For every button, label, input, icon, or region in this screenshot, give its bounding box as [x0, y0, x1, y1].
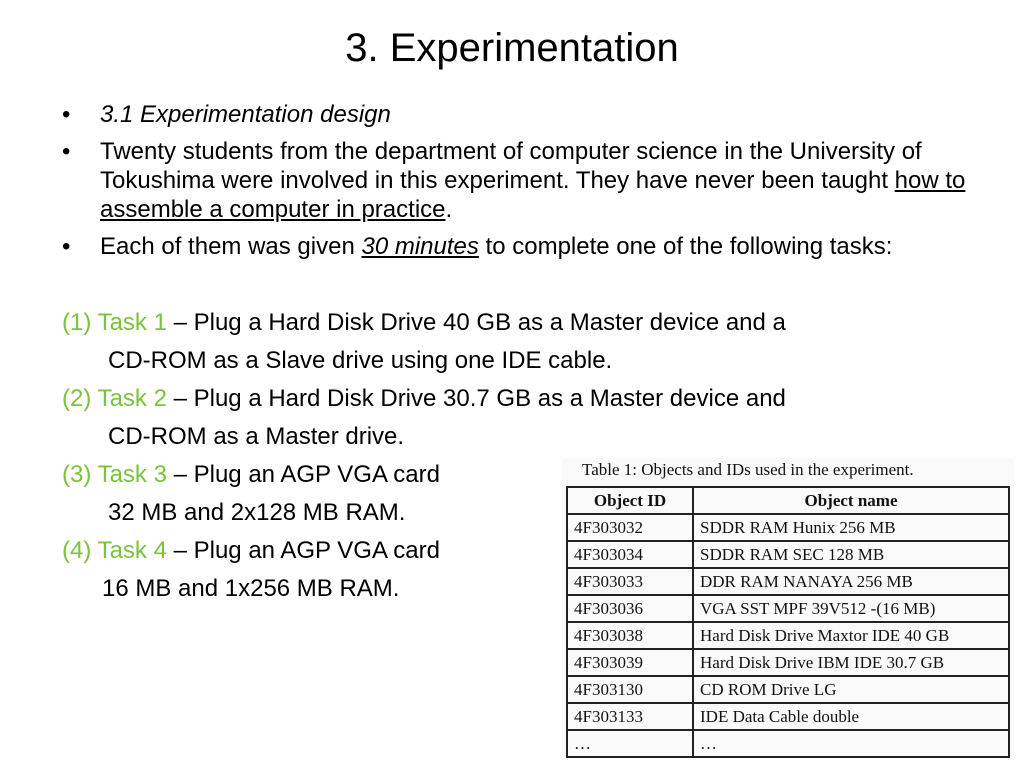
task-1-desc: – Plug a Hard Disk Drive 40 GB as a Master device and a [166, 309, 786, 336]
task-4-desc-cont: 16 MB and 1x256 MB RAM. [102, 575, 400, 602]
object-id-cell: 4F303130 [567, 676, 693, 703]
table-row [567, 622, 1009, 649]
bullet-time [62, 232, 982, 261]
task-4-label: (4) Task 4 [62, 537, 167, 564]
object-name-cell: Hard Disk Drive IBM IDE 30.7 GB [693, 649, 1009, 676]
table-row [567, 649, 1009, 676]
object-id-cell: 4F303032 [567, 514, 693, 541]
bullet-list [62, 100, 982, 269]
table-row [567, 541, 1009, 568]
object-id-cell: 4F303034 [567, 541, 693, 568]
object-name-cell: IDE Data Cable double [693, 703, 1009, 730]
students-period: . [445, 196, 453, 223]
object-id-cell: … [567, 730, 693, 757]
object-name-cell: … [693, 730, 1009, 757]
object-id-cell: 4F303133 [567, 703, 693, 730]
time-text-pre: Each of them was given [100, 233, 362, 260]
scanned-table-image [562, 458, 1014, 758]
object-name-cell: SDDR RAM SEC 128 MB [693, 541, 1009, 568]
header-object-id: Object ID [567, 487, 693, 514]
task-3-desc-cont: 32 MB and 2x128 MB RAM. [108, 499, 406, 526]
table-header-row [567, 487, 1009, 514]
bullet-marker: • [62, 138, 71, 165]
object-name-cell: DDR RAM NANAYA 256 MB [693, 568, 1009, 595]
object-name-cell: Hard Disk Drive Maxtor IDE 40 GB [693, 622, 1009, 649]
object-name-cell: VGA SST MPF 39V512 -(16 MB) [693, 595, 1009, 622]
task-1-label: (1) Task 1 [62, 309, 167, 336]
table-row [567, 595, 1009, 622]
time-text-post: to complete one of the following tasks: [478, 233, 893, 260]
practice-underline: how to assemble a computer in practice [100, 167, 966, 223]
object-id-cell: 4F303036 [567, 595, 693, 622]
bullet-marker: • [62, 101, 71, 128]
table-row [567, 730, 1009, 757]
task-4-desc: – Plug an AGP VGA card [166, 537, 440, 564]
bullet-marker: • [62, 233, 71, 260]
task-2-desc-cont: CD-ROM as a Master drive. [108, 423, 405, 450]
task-3-label: (3) Task 3 [62, 461, 167, 488]
table-row [567, 514, 1009, 541]
object-id-cell: 4F303033 [567, 568, 693, 595]
task-2-label: (2) Task 2 [62, 385, 167, 412]
task-2-desc: – Plug a Hard Disk Drive 30.7 GB as a Master device and [166, 385, 786, 412]
slide-title: 3. Experimentation [345, 26, 679, 70]
object-id-cell: 4F303038 [567, 622, 693, 649]
task-2 [62, 380, 962, 418]
object-name-cell: CD ROM Drive LG [693, 676, 1009, 703]
object-name-cell: SDDR RAM Hunix 256 MB [693, 514, 1009, 541]
design-heading: 3.1 Experimentation design [100, 101, 391, 128]
object-id-cell: 4F303039 [567, 649, 693, 676]
task-1 [62, 304, 962, 342]
table-row [567, 676, 1009, 703]
students-text: Twenty students from the department of computer science in the University of Tokushima were involved in this experiment. They have never been taught [100, 138, 922, 194]
table-caption: Table 1: Objects and IDs used in the experiment. [582, 460, 914, 479]
bullet-students [62, 137, 982, 224]
task-3-desc: – Plug an AGP VGA card [166, 461, 440, 488]
task-1-desc-cont: CD-ROM as a Slave drive using one IDE cable. [108, 347, 613, 374]
bullet-design [62, 100, 982, 129]
table-row [567, 703, 1009, 730]
objects-table [566, 486, 1010, 758]
header-object-name: Object name [693, 487, 1009, 514]
table-row [567, 568, 1009, 595]
time-limit: 30 minutes [361, 233, 479, 260]
